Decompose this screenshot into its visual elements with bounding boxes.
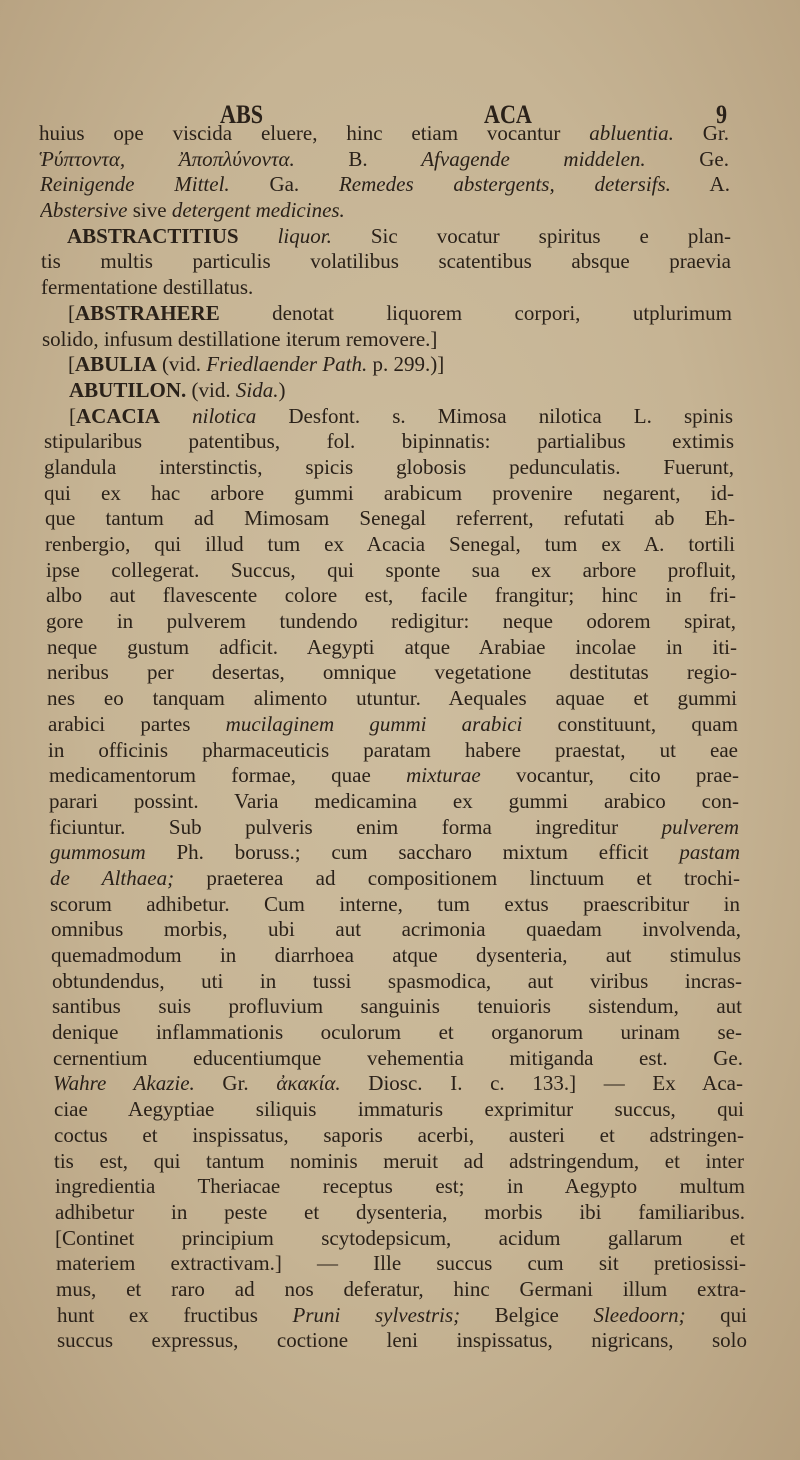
text-run: gore in pulverem tundendo redigitur: neque odorem spirat, <box>46 609 736 634</box>
text-run: nes eo tanquam alimento utuntur. Aequales aquae et gummi <box>47 686 737 711</box>
text-run: denique inflammationis oculorum et organorum urinam se- <box>52 1020 742 1045</box>
text-run: [Continet principium scytodepsicum, acidum gallarum et <box>55 1225 745 1250</box>
text-run: (vid. <box>186 377 236 402</box>
text-run: cernentium educentiumque vehementia mitiganda est. Ge. <box>53 1045 743 1070</box>
entry-headword: ABSTRACTITIUS <box>67 223 239 248</box>
text-line <box>40 198 730 224</box>
italic-text: de Althaea; <box>50 865 175 890</box>
text-line <box>52 1020 742 1046</box>
text-run: medicamentorum formae, quae <box>49 763 407 788</box>
text-line <box>49 815 739 841</box>
text-run: neribus per desertas, omnique vegetatione destitutas regio- <box>47 660 737 685</box>
text-line <box>45 506 735 532</box>
header-left-guideword: ABS <box>220 100 263 129</box>
italic-text: nilotica <box>192 403 257 428</box>
text-run: in officinis pharmaceuticis paratam habere praestat, ut eae <box>48 737 738 762</box>
entry-headword: ABUTILON. <box>69 377 187 402</box>
text-run: santibus suis profluvium sanguinis tenuioris sistendum, aut <box>52 994 742 1019</box>
italic-text: pastam <box>679 840 740 865</box>
text-line <box>39 147 729 173</box>
text-line <box>45 532 735 558</box>
text-run: A. <box>670 172 730 197</box>
text-run: quemadmodum in diarrhoea atque dysenteria, aut stimulus <box>51 943 741 967</box>
italic-text: Ῥύπτοντα, Ἀποπλύνοντα. <box>39 146 295 171</box>
italic-text: Remedes abstergents, detersifs. <box>338 172 671 197</box>
text-line <box>55 1174 745 1200</box>
italic-text: abluentia. <box>589 121 674 145</box>
italic-text: ἀκακία. <box>276 1071 341 1096</box>
text-line <box>51 943 741 969</box>
text-line <box>41 249 731 275</box>
text-line <box>44 481 734 507</box>
text-run: mus, et raro ad nos deferatur, hinc Germani illum extra- <box>56 1276 746 1301</box>
text-line <box>42 327 732 353</box>
text-line <box>54 1097 744 1123</box>
text-run <box>160 404 192 428</box>
text-run: ficiuntur. Sub pulveris enim forma ingreditur <box>49 814 662 839</box>
entry-first-line <box>43 404 733 430</box>
text-run: qui ex hac arbore gummi arabicum provenire negarent, id- <box>44 480 734 505</box>
text-line <box>48 712 738 738</box>
text-line <box>57 1328 747 1354</box>
text-run: vocantur, cito prae- <box>480 763 739 788</box>
text-line <box>52 994 742 1020</box>
text-line <box>49 763 739 789</box>
text-run: solido, infusum destillatione iterum removere.] <box>42 326 438 351</box>
text-line <box>54 1149 744 1175</box>
entry-headword: ABSTRAHERE <box>75 300 220 325</box>
text-run: stipularibus patentibus, fol. bipinnatis: partialibus extimis <box>44 429 734 454</box>
page-number: 9 <box>716 100 728 129</box>
text-run: B. <box>294 146 422 171</box>
text-line <box>47 635 737 661</box>
text-run: praeterea ad compositionem linctuum et trochi- <box>174 865 740 890</box>
text-run: [ <box>68 300 75 325</box>
text-run: obtundendus, uti in tussi spasmodica, aut viribus incras- <box>52 968 742 993</box>
text-run: huius ope viscida eluere, hinc etiam vocantur <box>39 121 590 145</box>
text-line <box>55 1200 745 1226</box>
text-run: tis multis particulis volatilibus scatentibus absque praevia <box>41 249 731 274</box>
italic-text: Wahre Akazie. <box>53 1071 195 1096</box>
text-line <box>44 455 734 481</box>
italic-text: Reinigende Mittel. <box>40 172 230 197</box>
text-run: fermentatione destillatus. <box>41 275 254 300</box>
text-line <box>57 1303 747 1329</box>
text-run: parari possint. Varia medicamina ex gummi arabico con- <box>49 788 739 813</box>
entry-headword: ABULIA <box>75 352 157 377</box>
text-run: omnibus morbis, ubi aut acrimonia quaedam involvenda, <box>51 917 741 942</box>
text-run: Sic vocatur spiritus e plan- <box>331 223 731 248</box>
entry-headword: ACACIA <box>76 403 160 428</box>
text-line <box>52 969 742 995</box>
text-line <box>44 429 734 455</box>
text-line <box>50 892 740 918</box>
text-line <box>49 789 739 815</box>
text-run: ingredientia Theriacae receptus est; in Aegypto multum <box>55 1174 745 1199</box>
text-run: renbergio, qui illud tum ex Acacia Senegal, tum ex A. tortili <box>45 532 735 556</box>
italic-text: gummosum <box>50 840 146 865</box>
text-line <box>46 583 736 609</box>
text-line <box>56 1251 746 1277</box>
text-run: Belgice <box>460 1302 594 1327</box>
text-run: materiem extractivam.] — Ille succus cum sit pretiosissi- <box>56 1251 746 1276</box>
text-run: Diosc. I. c. 133.] — Ex Aca- <box>340 1071 743 1096</box>
text-run: Ge. <box>645 146 729 171</box>
text-run: denotat liquorem corpori, utplurimum <box>219 300 732 325</box>
text-run: Desfont. s. Mimosa nilotica L. spinis <box>256 403 733 428</box>
text-run: [ <box>68 352 75 377</box>
text-line <box>50 840 740 866</box>
text-line <box>46 558 736 584</box>
text-run: Ph. boruss.; cum saccharo mixtum efficit <box>145 840 680 865</box>
text-run: scorum adhibetur. Cum interne, tum extus praescribitur in <box>50 891 740 916</box>
text-line <box>47 660 737 686</box>
text-run: arabici partes <box>48 711 226 736</box>
text-run: adhibetur in peste et dysenteria, morbis ibi familiaribus. <box>55 1199 745 1224</box>
entry-first-line <box>43 378 733 404</box>
italic-text: Pruni sylvestris; <box>292 1302 461 1327</box>
italic-text: Afvagende middelen. <box>421 146 646 171</box>
text-line <box>46 609 736 635</box>
text-run: Gr. <box>194 1071 277 1096</box>
text-run: glandula interstinctis, spicis globosis pedunculatis. Fuerunt, <box>44 454 734 479</box>
text-run: Gr. <box>673 121 729 145</box>
text-line <box>55 1226 745 1252</box>
text-run: [ <box>69 403 76 428</box>
text-line <box>56 1277 746 1303</box>
text-run: neque gustum adficit. Aegypti atque Arabiae incolae in iti- <box>47 634 737 659</box>
italic-text: pulverem <box>661 814 739 839</box>
text-line <box>54 1123 744 1149</box>
italic-text: mucilaginem gummi arabici <box>225 711 523 736</box>
text-line <box>51 917 741 943</box>
text-run: hunt ex fructibus <box>57 1302 293 1327</box>
text-run: coctus et inspissatus, saporis acerbi, austeri et adstringen- <box>54 1122 744 1147</box>
text-line <box>53 1046 743 1072</box>
text-line <box>53 1071 743 1097</box>
italic-text: Abstersive <box>40 198 128 223</box>
text-run: albo aut flavescente colore est, facile frangitur; hinc in fri- <box>46 583 736 608</box>
italic-text: Friedlaender Path. <box>206 352 368 377</box>
text-run: constituunt, quam <box>522 711 738 736</box>
italic-text: Sleedoorn; <box>593 1302 686 1327</box>
text-run: qui <box>685 1302 747 1327</box>
text-run: p. 299.)] <box>367 352 445 377</box>
text-run: ciae Aegyptiae siliquis immaturis exprimitur succus, qui <box>54 1097 744 1122</box>
text-run: (vid. <box>156 352 207 377</box>
text-line <box>41 275 731 301</box>
entry-first-line <box>41 224 731 250</box>
text-line <box>50 866 740 892</box>
text-run: succus expressus, coctione leni inspissatus, nigricans, solo <box>57 1328 747 1353</box>
text-line <box>39 121 729 147</box>
text-run: sive <box>127 198 172 223</box>
text-line <box>47 686 737 712</box>
italic-text: mixturae <box>406 763 481 788</box>
text-run: ) <box>278 377 286 402</box>
entry-first-line <box>42 301 732 327</box>
header-right-guideword: ACA <box>484 100 532 129</box>
italic-text: Sida. <box>235 377 279 402</box>
text-line <box>40 172 730 198</box>
text-run: Ga. <box>229 172 339 197</box>
text-run: tis est, qui tantum nominis meruit ad adstringendum, et inter <box>54 1148 744 1173</box>
text-run: ipse collegerat. Succus, qui sponte sua ex arbore profluit, <box>46 557 736 582</box>
page-body-text <box>39 121 747 1354</box>
italic-text: liquor. <box>238 223 332 248</box>
text-line <box>48 738 738 764</box>
text-run: que tantum ad Mimosam Senegal referrent, refutati ab Eh- <box>45 506 735 531</box>
italic-text: detergent medicines. <box>171 198 345 223</box>
entry-first-line <box>42 352 732 378</box>
